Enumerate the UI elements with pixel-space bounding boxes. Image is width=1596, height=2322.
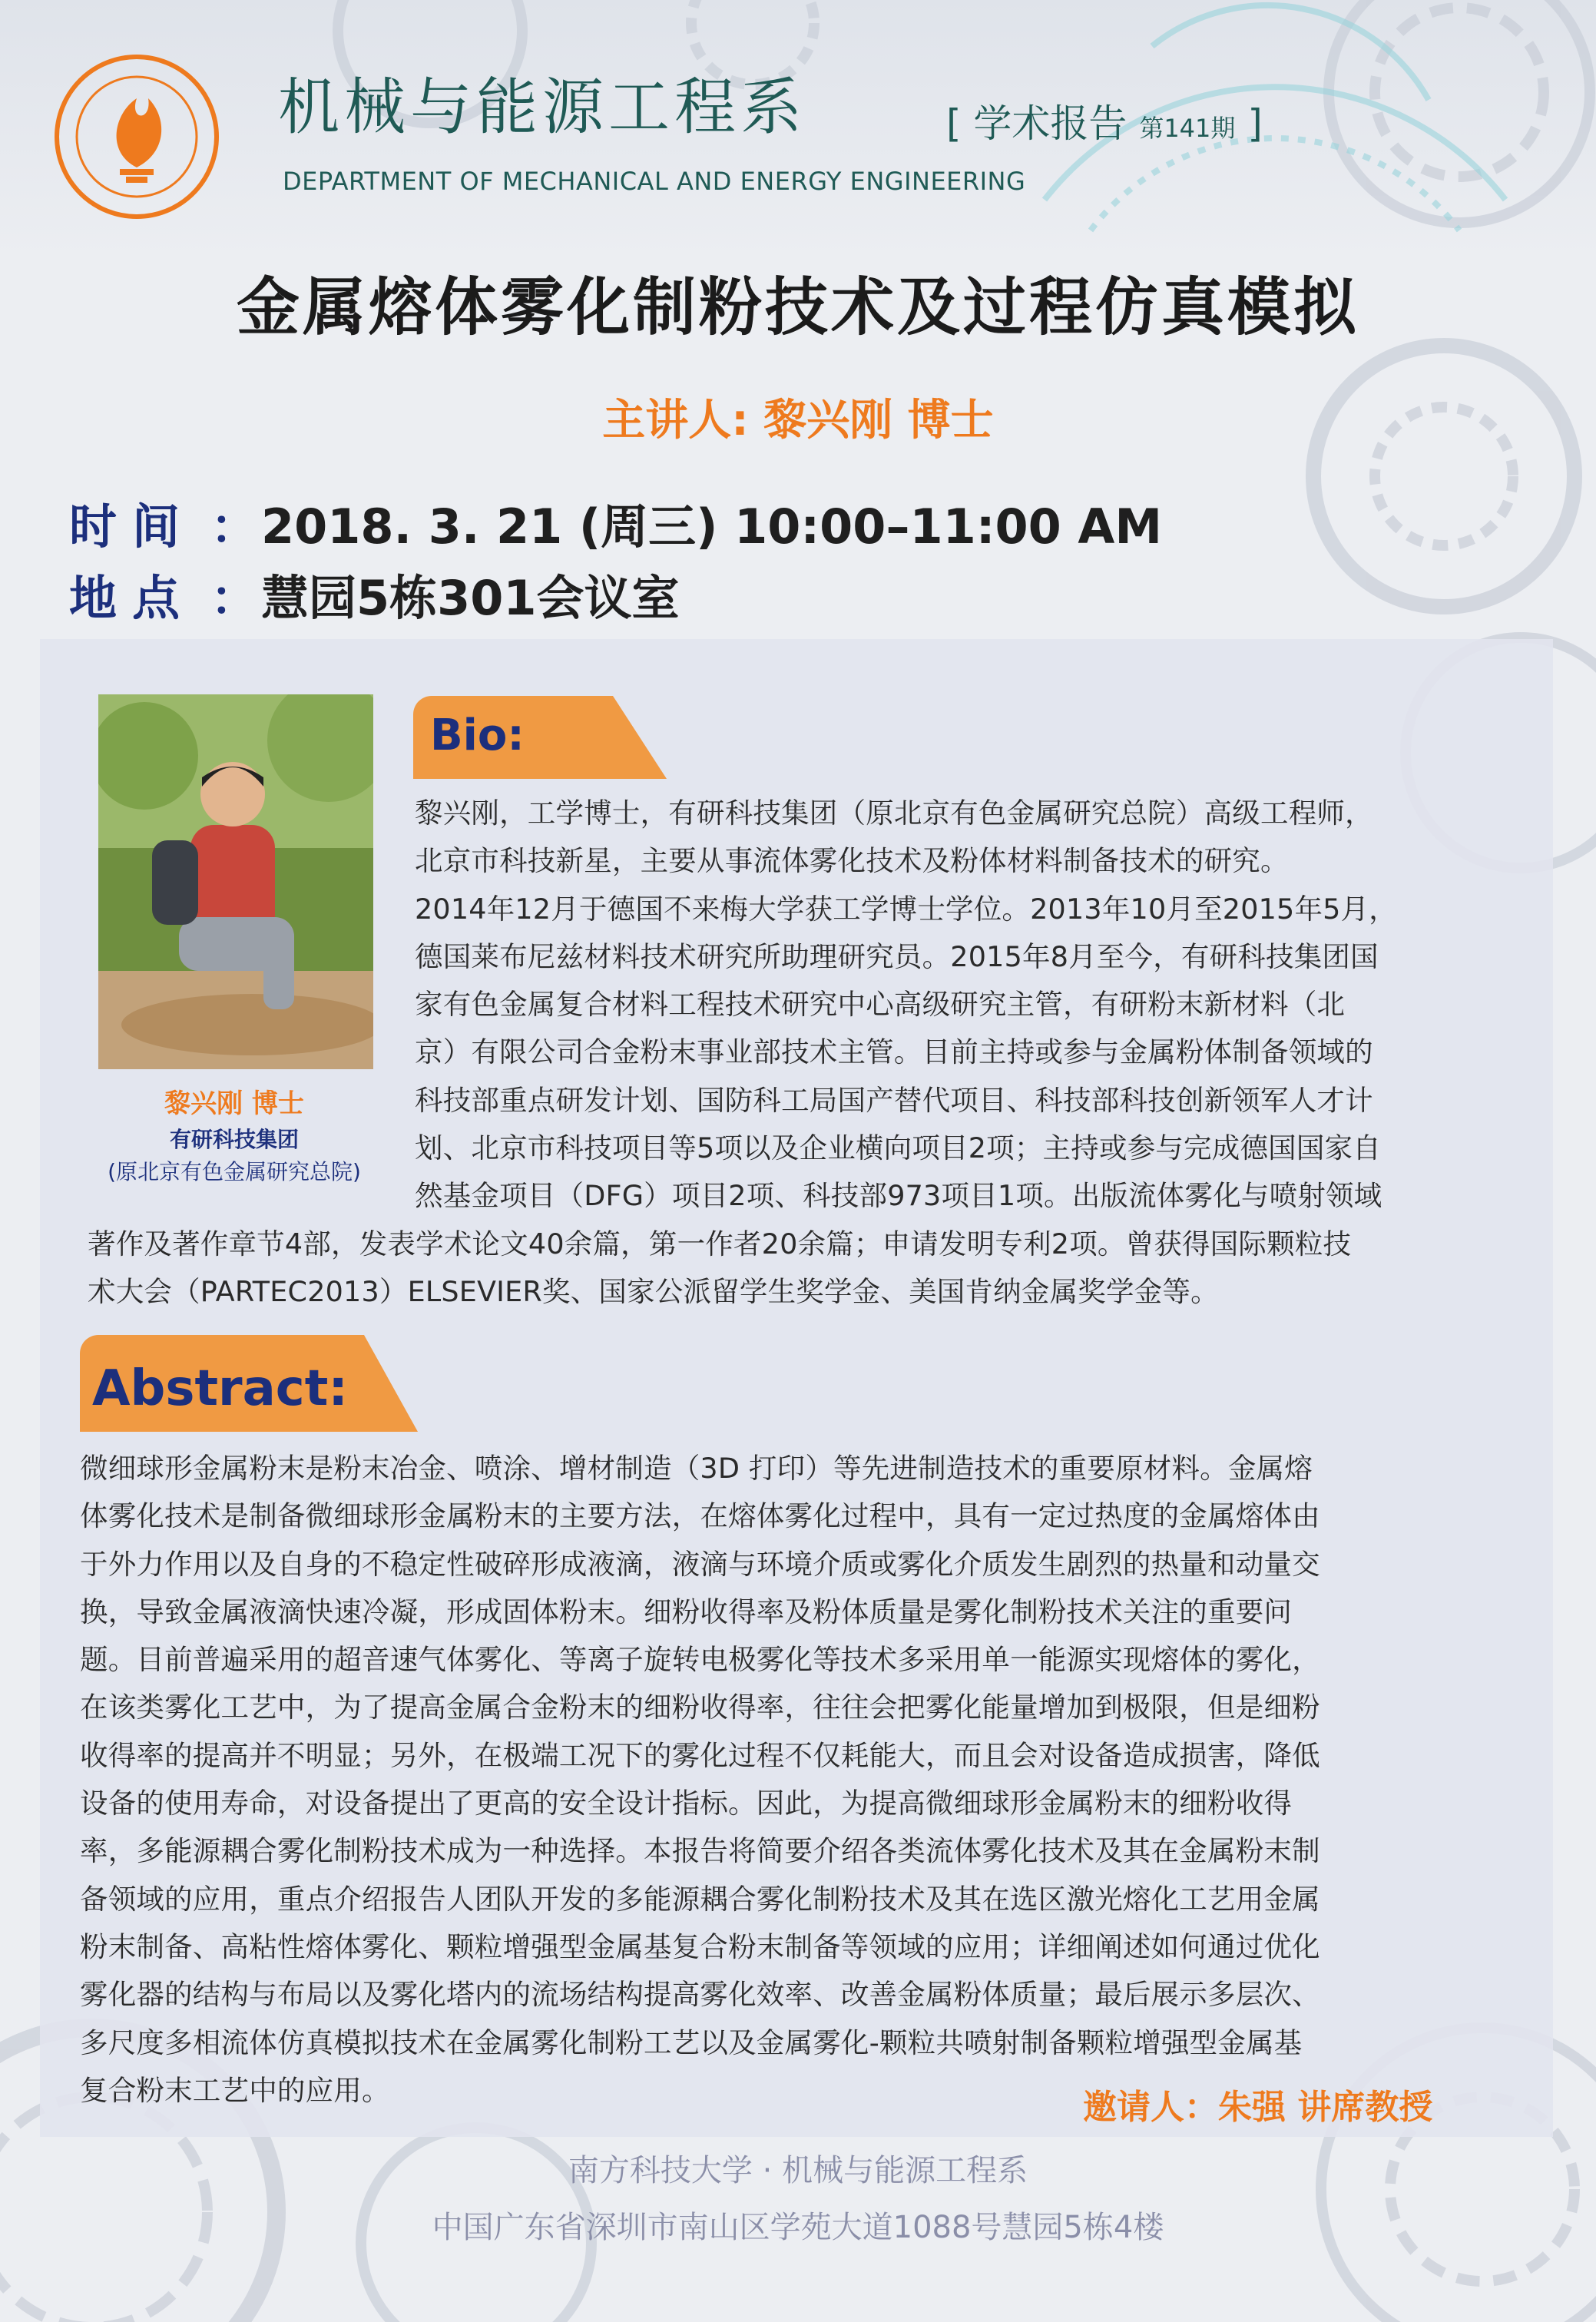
bio-line: 术大会（PARTEC2013）ELSEVIER奖、国家公派留学生奖学金、美国肯纳金属奖学金等。 [88, 1274, 1219, 1308]
footer-institution: 南方科技大学 · 机械与能源工程系 [568, 2153, 1028, 2188]
time-row [69, 499, 1163, 555]
report-label: [ 学术报告 [946, 101, 1127, 146]
university-logo [52, 52, 221, 221]
bio-line: 科技部重点研发计划、国防科工局国产替代项目、科技部科技创新领军人才计 [415, 1083, 1373, 1117]
department-name-en: DEPARTMENT OF MECHANICAL AND ENERGY ENGINEERING [283, 167, 1026, 196]
place-value: 慧园5栋301会议室 [261, 570, 680, 626]
talk-title: 金属熔体雾化制粉技术及过程仿真模拟 [236, 271, 1359, 344]
abstract-line: 粉末制备、高粘性熔体雾化、颗粒增强型金属基复合粉末制备等领域的应用；详细阐述如何通过优化 [80, 1929, 1320, 1963]
place-row [69, 570, 680, 626]
abstract-line: 复合粉末工艺中的应用。 [80, 2073, 390, 2107]
department-name-cn: 机械与能源工程系 [278, 71, 806, 143]
abstract-line: 换，导致金属液滴快速冷凝，形成固体粉末。细粉收得率及粉体质量是雾化制粉技术关注的重要问 [80, 1595, 1293, 1628]
abstract-line: 雾化器的结构与布局以及雾化塔内的流场结构提高雾化效率、改善金属粉体质量；最后展示多层次、 [80, 1978, 1320, 2012]
bio-line: 黎兴刚，工学博士，有研科技集团（原北京有色金属研究总院）高级工程师， [415, 797, 1373, 830]
bio-line: 德国莱布尼兹材料技术研究所助理研究员。2015年8月至今，有研科技集团国 [415, 939, 1379, 973]
place-colon: ： [210, 570, 258, 626]
photo-caption-org: 有研科技集团 [169, 1127, 299, 1152]
bio-line: 北京市科技新星，主要从事流体雾化技术及粉体材料制备技术的研究。 [415, 844, 1289, 878]
abstract-line: 设备的使用寿命，对设备提出了更高的安全设计指标。因此，为提高微细球形金属粉末的细粉收得 [80, 1787, 1293, 1820]
bio-line: 然基金项目（DFG）项目2项、科技部973项目1项。出版流体雾化与喷射领域 [415, 1179, 1382, 1213]
abstract-heading: Abstract: [92, 1360, 348, 1417]
abstract-line: 率，多能源耦合雾化制粉技术成为一种选择。本报告将简要介绍各类流体雾化技术及其在金属粉末制 [80, 1834, 1320, 1868]
time-label: 时间 [69, 499, 196, 555]
abstract-line: 多尺度多相流体仿真模拟技术在金属雾化制粉工艺以及金属雾化-颗粒共喷射制备颗粒增强型金属基 [80, 2026, 1303, 2059]
photo-caption-name: 黎兴刚 博士 [164, 1088, 304, 1119]
bio-heading: Bio: [430, 711, 525, 760]
abstract-line: 体雾化技术是制备微细球形金属粉末的主要方法，在熔体雾化过程中，具有一定过热度的金属熔体由 [80, 1499, 1320, 1533]
abstract-line: 于外力作用以及自身的不稳定性破碎形成液滴，液滴与环境介质或雾化介质发生剧烈的热量和动量交 [80, 1547, 1320, 1581]
time-value: 2018. 3. 21 (周三) 10:00–11:00 AM [261, 499, 1163, 555]
inviter-line: 邀请人：朱强 讲席教授 [1083, 2088, 1433, 2127]
report-series-tag [946, 101, 1263, 146]
abstract-line: 题。目前普遍采用的超音速气体雾化、等离子旋转电极雾化等技术多采用单一能源实现熔体的雾化， [80, 1643, 1320, 1677]
bio-line: 划、北京市科技项目等5项以及企业横向项目2项；主持或参与完成德国国家自 [415, 1131, 1381, 1165]
report-close: ] [1247, 101, 1263, 146]
abstract-line: 在该类雾化工艺中，为了提高金属合金粉末的细粉收得率，往往会把雾化能量增加到极限，但是细粉 [80, 1691, 1320, 1724]
footer-address: 中国广东省深圳市南山区学苑大道1088号慧园5栋4楼 [432, 2210, 1164, 2245]
bio-line: 著作及著作章节4部，发表学术论文40余篇，第一作者20余篇；申请发明专利2项。曾获得国际颗粒技 [88, 1227, 1352, 1260]
abstract-text [80, 1445, 1320, 2115]
time-colon: ： [210, 499, 258, 555]
report-issue: 第141期 [1139, 114, 1236, 143]
speaker-line: 主讲人: 黎兴刚 博士 [602, 396, 994, 446]
bio-line: 京）有限公司合金粉末事业部技术主管。目前主持或参与金属粉体制备领域的 [415, 1035, 1373, 1069]
abstract-line: 微细球形金属粉末是粉末冶金、喷涂、增材制造（3D 打印）等先进制造技术的重要原材料。金属熔 [80, 1452, 1313, 1485]
photo-caption-former-org: (原北京有色金属研究总院) [108, 1159, 361, 1184]
abstract-line: 收得率的提高并不明显；另外，在极端工况下的雾化过程不仅耗能大，而且会对设备造成损害，降低 [80, 1738, 1320, 1772]
abstract-line: 备领域的应用，重点介绍报告人团队开发的多能源耦合雾化制粉技术及其在选区激光熔化工艺用金属 [80, 1882, 1320, 1916]
speaker-photo [98, 694, 373, 1069]
bio-line: 家有色金属复合材料工程技术研究中心高级研究主管，有研粉末新材料（北 [415, 988, 1346, 1022]
bio-line: 2014年12月于德国不来梅大学获工学博士学位。2013年10月至2015年5月， [415, 892, 1397, 926]
place-label: 地点 [69, 570, 196, 626]
